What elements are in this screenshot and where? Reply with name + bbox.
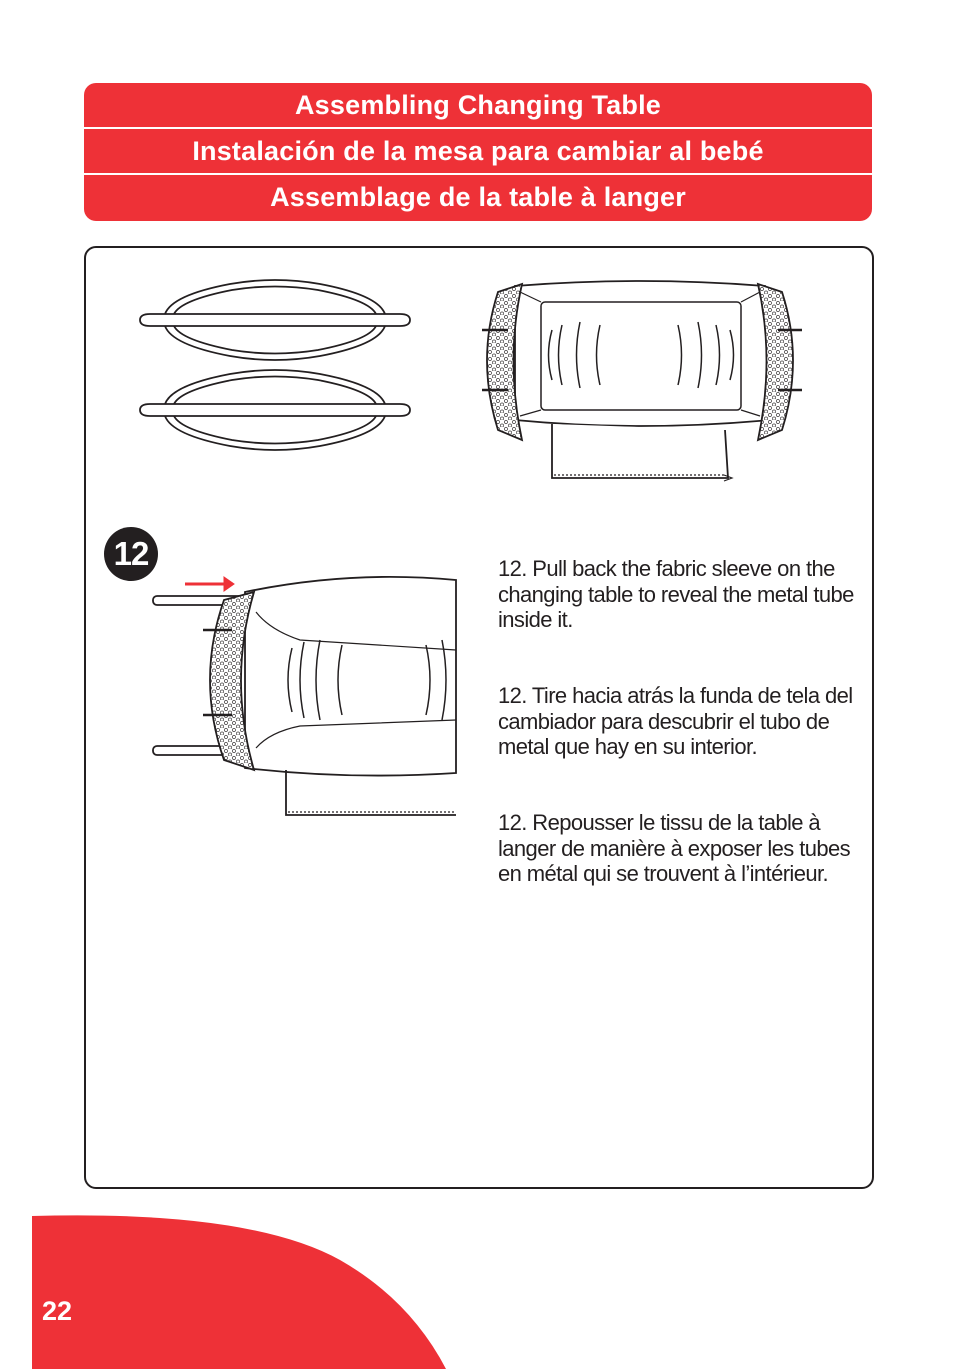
step-number-badge: 12: [104, 527, 158, 581]
page-number: 22: [42, 1296, 73, 1326]
step-12-instruction-french: 12. Repousser le tissu de la table à langer de manière à exposer les tubes en métal qui se trouvent à l’intérieur.: [498, 810, 851, 886]
title-french: Assemblage de la table à langer: [84, 173, 872, 219]
step-12-illustration: [153, 577, 456, 815]
title-spanish: Instalación de la mesa para cambiar al bebé: [84, 127, 872, 173]
metal-frame-top: [140, 280, 410, 360]
page-corner-decoration: [0, 1210, 450, 1369]
step-12-instruction-spanish: 12. Tire hacia atrás la funda de tela del cambiador para descubrir el tubo de metal que hay en su interior.: [498, 683, 853, 759]
metal-frame-bottom: [140, 370, 410, 450]
title-english: Assembling Changing Table: [294, 89, 662, 120]
changing-table-pad: [482, 281, 802, 481]
step-12-instruction-english: 12. Pull back the fabric sleeve on the changing table to reveal the metal tube inside it.: [498, 556, 854, 632]
